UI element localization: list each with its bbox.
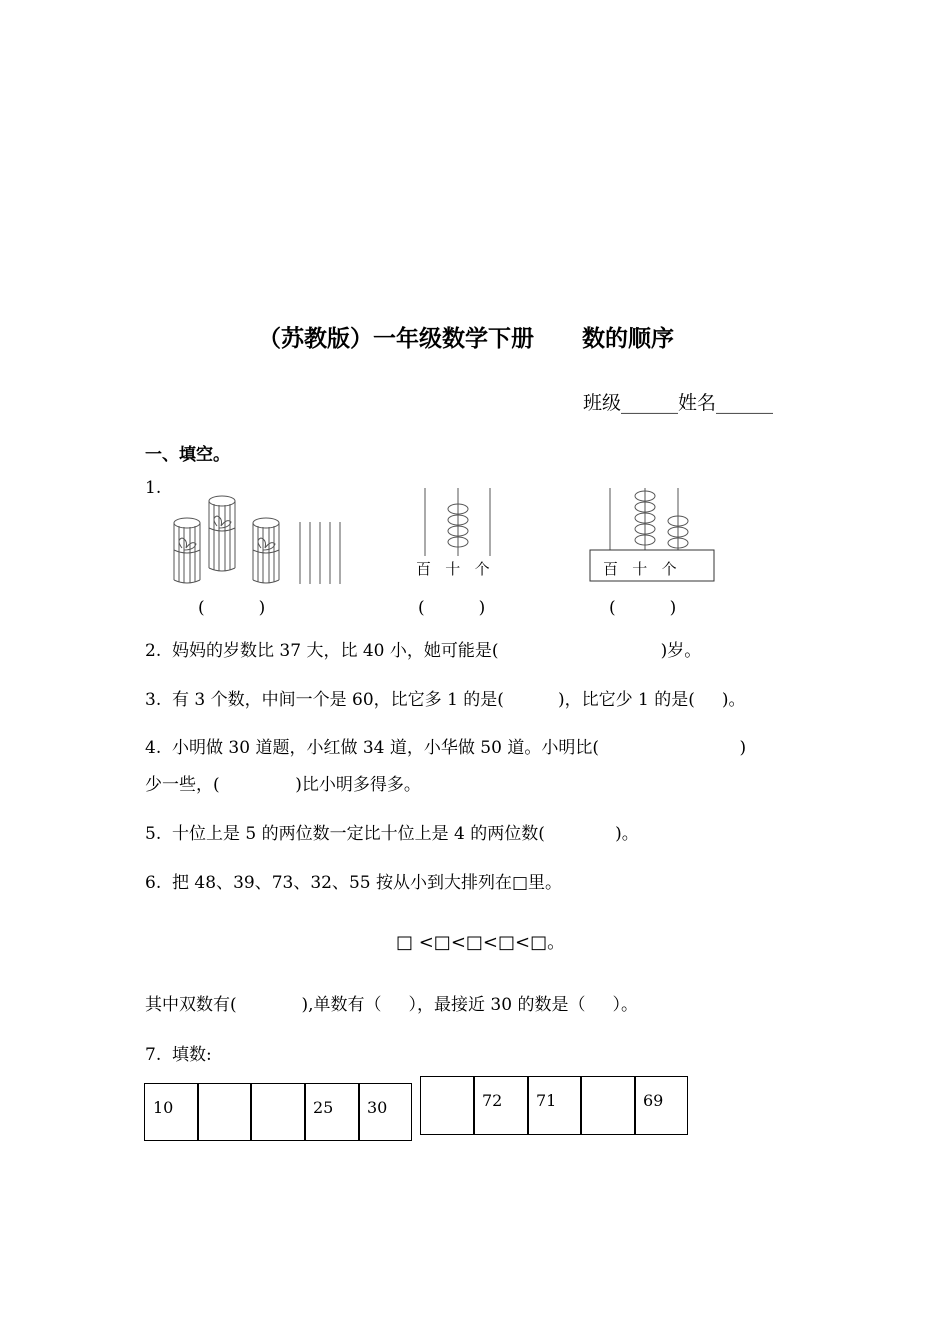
abacus-b-labels: 百 十 个 <box>603 560 677 578</box>
loose-sticks <box>300 522 340 584</box>
q1-number: 1. <box>145 478 162 498</box>
stick-bundles <box>174 496 279 583</box>
q1-blank-a: ( ) <box>198 598 266 618</box>
table2-cell: 72 <box>473 1076 529 1135</box>
abacus-a-labels: 百 十 个 <box>416 560 490 578</box>
q1-blank-c: ( ) <box>609 598 677 618</box>
q1-blank-b: ( ) <box>418 598 486 618</box>
table1-cell <box>250 1083 306 1141</box>
table2-cell <box>580 1076 636 1135</box>
section-fill-blank: 一、填空。 <box>145 445 230 465</box>
table2-cell: 69 <box>634 1076 688 1135</box>
q5: 5. 十位上是 5 的两位数一定比十位上是 4 的两位数( )。 <box>145 824 639 844</box>
q3: 3. 有 3 个数，中间一个是 60，比它多 1 的是( )，比它少 1 的是( )。 <box>145 690 746 710</box>
q7: 7. 填数: <box>145 1045 212 1065</box>
abacus-a <box>425 488 490 556</box>
q6-follow-up: 其中双数有( ),单数有（ ），最接近 30 的数是（ ）。 <box>145 995 638 1015</box>
q6-boxes: □ <□<□<□<□。 <box>396 932 566 953</box>
class-name-line: 班级______姓名______ <box>583 392 774 414</box>
q1-figures <box>160 488 740 598</box>
q4-line2: 少一些，( )比小明多得多。 <box>145 775 421 795</box>
q2: 2. 妈妈的岁数比 37 大，比 40 小，她可能是( )岁。 <box>145 641 702 661</box>
q4-line1: 4. 小明做 30 道题，小红做 34 道，小华做 50 道。小明比( ) <box>145 738 747 758</box>
table2-cell <box>420 1076 475 1135</box>
q6: 6. 把 48、39、73、32、55 按从小到大排列在□里。 <box>145 873 563 893</box>
table1-cell: 25 <box>304 1083 360 1141</box>
table1-cell <box>197 1083 252 1141</box>
page-title: （苏教版）一年级数学下册 数的顺序 <box>258 326 675 352</box>
table1-cell: 10 <box>144 1083 199 1141</box>
table1-cell: 30 <box>358 1083 412 1141</box>
table2-cell: 71 <box>527 1076 582 1135</box>
